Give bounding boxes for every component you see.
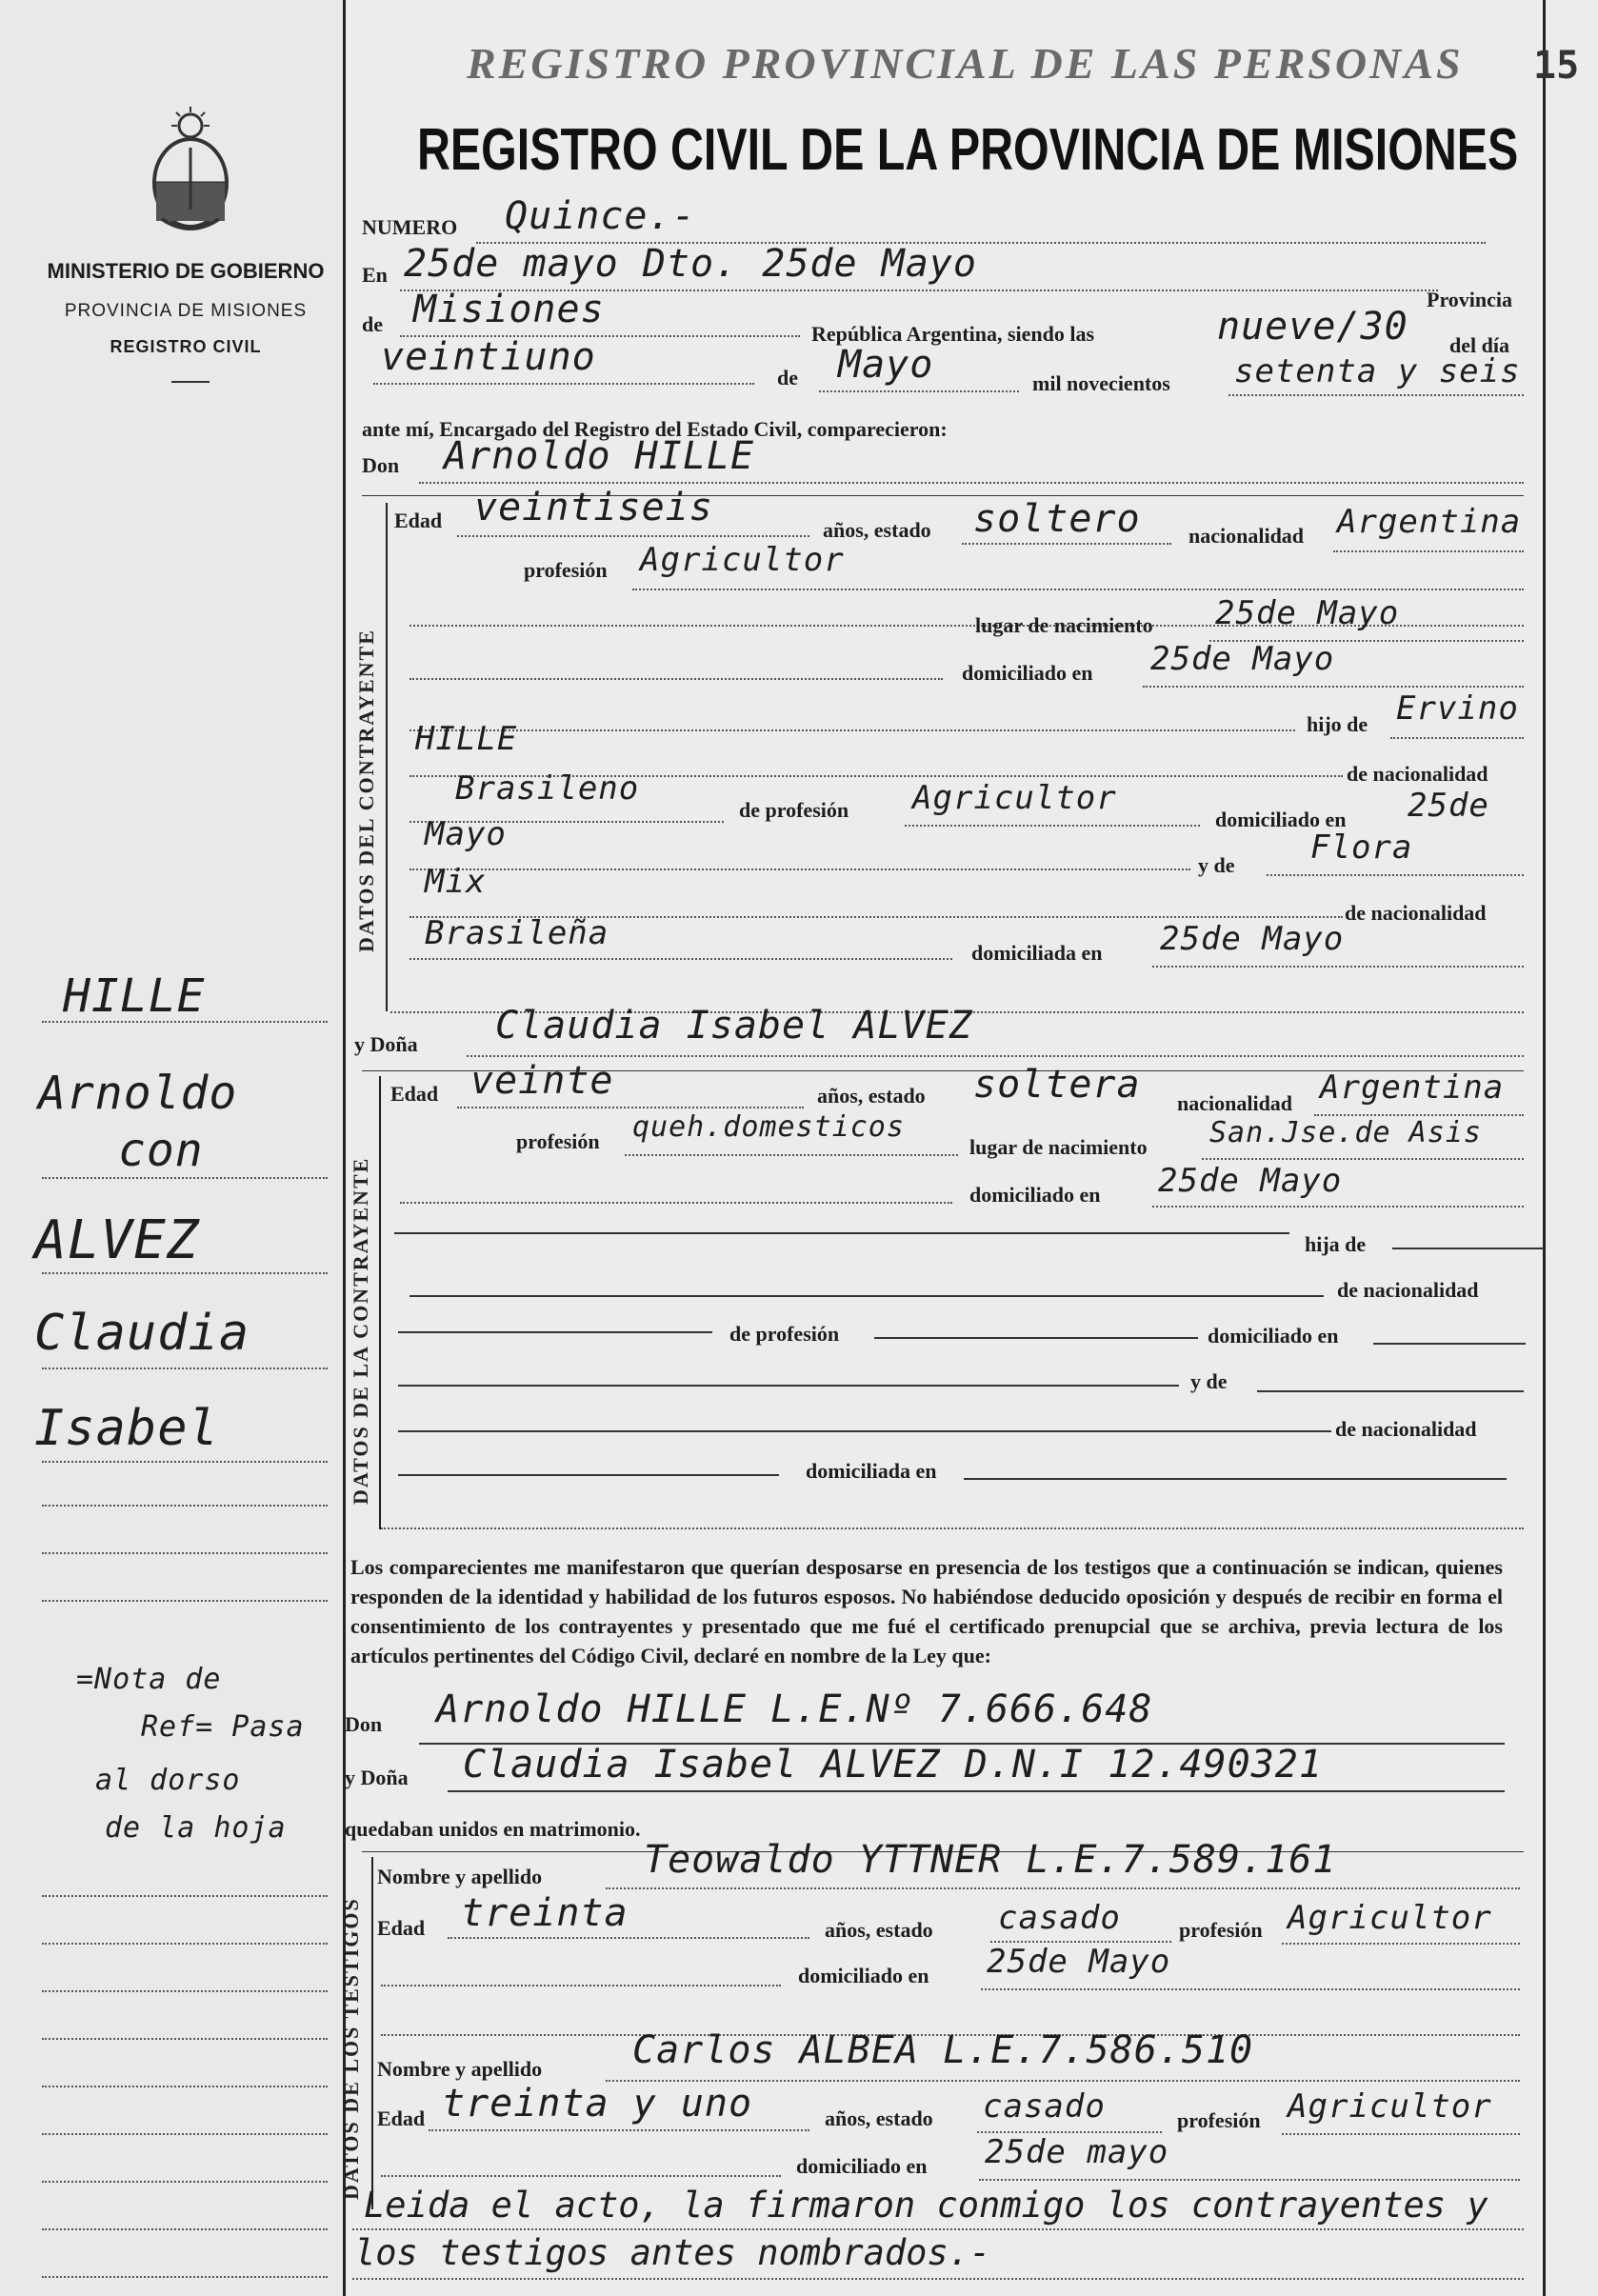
margin-rule [42, 1895, 328, 1897]
margin-rule [42, 2038, 328, 2040]
entry-bride-estado: soltera [973, 1063, 1141, 1107]
line-bride-filler [1373, 1343, 1526, 1345]
bride-section-bar [379, 1076, 381, 1529]
entry-groom-lugar: 25de Mayo [1215, 594, 1400, 632]
entry-bride-dom: 25de Mayo [1158, 1162, 1343, 1200]
entry-w2-nombre: Carlos ALBEA L.E.7.586.510 [632, 2028, 1254, 2072]
line-mother-dom [1152, 966, 1524, 968]
label-w1-dom: domiciliado en [798, 1964, 929, 1987]
label-bride-mother-nac: de nacionalidad [1335, 1417, 1477, 1441]
entry-groom-edad: veintiseis [474, 486, 713, 529]
label-hija-de: hija de [1305, 1232, 1367, 1256]
entry-anio: setenta y seis [1234, 352, 1521, 390]
label-don-final: Don [345, 1712, 383, 1736]
entry-groom-dom: 25de Mayo [1150, 640, 1335, 678]
label-groom-edad: Edad [394, 509, 443, 532]
line-father-prof [905, 825, 1200, 827]
label-father-dom: domiciliado en [1215, 808, 1347, 831]
line-bride-filler [398, 1331, 712, 1333]
label-w2-dom: domiciliado en [796, 2154, 928, 2178]
line-groom-estado [962, 543, 1171, 545]
ministry-divider [171, 381, 210, 383]
margin-rule [42, 2228, 328, 2230]
entry-bride-lugar: San.Jse.de Asis [1209, 1116, 1482, 1149]
side-label-witnesses: DATOS DE LOS TESTIGOS [339, 1897, 363, 2200]
entry-dona: Claudia Isabel ALVEZ [495, 1004, 973, 1048]
label-groom-prof: profesión [524, 558, 608, 582]
label-bride-estado: años, estado [817, 1084, 926, 1108]
margin-rule [42, 2276, 328, 2278]
entry-groom-mother-first: Flora [1310, 829, 1413, 867]
label-bride-nac: nacionalidad [1177, 1091, 1293, 1115]
line-w1-dom [981, 1988, 1520, 1990]
ministry-registry: REGISTRO CIVIL [110, 337, 262, 356]
groom-section-bar [386, 503, 388, 1011]
entry-w1-estado: casado [998, 1899, 1121, 1937]
line-groom-blank3 [409, 729, 1295, 731]
line-father-dom2 [409, 868, 1190, 870]
registry-stamp: REGISTRO PROVINCIAL DE LAS PERSONAS [467, 39, 1464, 88]
entry-groom-estado: soltero [973, 497, 1141, 541]
line-w1-prof [1282, 1943, 1520, 1945]
entry-w1-edad: treinta [461, 1891, 629, 1935]
line-bride-prof [625, 1154, 958, 1156]
line-bride-filler [398, 1430, 1331, 1432]
label-bride-dom: domiciliado en [969, 1183, 1101, 1207]
margin-rule [42, 2133, 328, 2135]
line-bride-blank [400, 1202, 952, 1204]
entry-groom-mother-last: Mix [425, 863, 487, 901]
label-w2-estado: años, estado [825, 2106, 933, 2130]
line-groom-nac [1333, 550, 1524, 552]
label-mother-dom: domiciliada en [971, 941, 1103, 965]
margin-note-line-4: de la hoja [105, 1811, 287, 1845]
label-bride-mother-dom: domiciliada en [806, 1459, 937, 1483]
line-groom-edad [457, 535, 809, 537]
ministry-province: PROVINCIA DE MISIONES [64, 301, 308, 321]
line-bride-filler [394, 1232, 1289, 1234]
label-dona-final: y Doña [345, 1766, 409, 1789]
margin-rule [42, 1021, 328, 1023]
line-bride-filler [398, 1474, 779, 1476]
closing-line-1: Leida el acto, la firmaron conmigo los contrayentes y [364, 2185, 1488, 2226]
entry-don: Arnoldo HILLE [444, 434, 755, 478]
label-w1-prof: profesión [1179, 1918, 1263, 1942]
closing-line-2: los testigos antes nombrados.- [354, 2232, 991, 2273]
entry-w1-dom: 25de Mayo [987, 1943, 1171, 1981]
label-bride-lugar: lugar de nacimiento [969, 1135, 1148, 1159]
entry-w2-dom: 25de mayo [985, 2133, 1169, 2171]
label-w1-estado: años, estado [825, 1918, 933, 1942]
right-border [1543, 0, 1546, 2296]
coat-of-arms-icon [143, 105, 238, 238]
witness-section-bar [371, 1857, 373, 2209]
line-w1-edad [448, 1937, 809, 1939]
line-w2-edad [429, 2129, 809, 2131]
line-bride-end [381, 1527, 1524, 1529]
label-republica: República Argentina, siendo las [811, 322, 1095, 346]
line-dona [467, 1055, 1524, 1057]
line-w1-blank [381, 1985, 781, 1987]
line-w2-blank [381, 2175, 781, 2177]
line-bride-filler [1392, 1248, 1545, 1249]
label-y-de: y de [1198, 853, 1235, 877]
entry-de: Misiones [413, 288, 605, 331]
margin-firstname-groom: Arnoldo [38, 1067, 238, 1120]
entry-mes: Mayo [838, 343, 934, 387]
line-mes [819, 390, 1019, 392]
margin-rule [42, 1177, 328, 1179]
side-label-bride: DATOS DE LA CONTRAYENTE [349, 1156, 372, 1505]
margin-firstname-bride: Claudia [34, 1305, 250, 1362]
label-hijo-de: hijo de [1307, 712, 1368, 736]
line-anio [1228, 394, 1524, 396]
entry-don-final: Arnoldo HILLE L.E.Nº 7.666.648 [436, 1687, 1153, 1731]
label-w1-edad: Edad [377, 1916, 426, 1940]
label-en: En [362, 263, 388, 287]
line-bride-filler [1257, 1390, 1524, 1392]
line-bride-lugar [1202, 1158, 1524, 1160]
line-bride-filler [409, 1295, 1324, 1297]
margin-rule [42, 1505, 328, 1507]
label-provincia: Provincia [1427, 288, 1513, 311]
label-w1-nombre: Nombre y apellido [377, 1865, 543, 1888]
margin-rule [42, 2181, 328, 2183]
entry-w2-prof: Agricultor [1288, 2087, 1492, 2126]
side-label-groom: DATOS DEL CONTRAYENTE [354, 629, 378, 952]
entry-groom-father-first: Ervino [1396, 689, 1519, 728]
label-mil: mil novecientos [1032, 371, 1170, 395]
margin-rule [42, 1990, 328, 1992]
margin-rule [42, 1943, 328, 1945]
margin-con: con [118, 1124, 204, 1177]
line-bride-dom [1152, 1206, 1524, 1208]
line-w2-prof [1282, 2133, 1520, 2135]
label-w2-nombre: Nombre y apellido [377, 2057, 543, 2081]
label-del-dia: del día [1449, 333, 1509, 357]
line-mother-nac [409, 958, 952, 960]
entry-w1-prof: Agricultor [1288, 1899, 1492, 1937]
label-bride-edad: Edad [390, 1082, 439, 1106]
entry-numero: Quince.- [505, 194, 696, 238]
line-dona-final [448, 1790, 1505, 1792]
entry-groom-mother-dom: 25de Mayo [1160, 920, 1345, 958]
entry-groom-father-prof: Agricultor [912, 779, 1117, 817]
entry-bride-nac: Argentina [1320, 1068, 1505, 1107]
margin-note-line-2: Ref= Pasa [141, 1710, 305, 1744]
line-bride-edad [457, 1107, 804, 1108]
entry-groom-father-nac: Brasileno [455, 769, 640, 808]
label-y-dona: y Doña [354, 1032, 418, 1056]
line-groom-prof [632, 589, 1524, 590]
entry-hora: nueve/30 [1217, 305, 1408, 349]
label-father-prof: de profesión [739, 798, 849, 822]
entry-en: 25de mayo Dto. 25de Mayo [404, 242, 977, 286]
entry-groom-father-last: HILLE [415, 720, 518, 758]
ministry-name: MINISTERIO DE GOBIERNO [47, 259, 325, 283]
label-de: de [362, 312, 383, 336]
margin-surname-bride: ALVEZ [34, 1209, 200, 1271]
entry-groom-father-dom2: Mayo [425, 815, 507, 853]
margin-rule [42, 1461, 328, 1463]
label-father-nac: de nacionalidad [1347, 762, 1488, 786]
entry-w1-nombre: Teowaldo YTTNER L.E.7.589.161 [644, 1838, 1337, 1882]
line-closing-1 [352, 2228, 1524, 2230]
margin-note-line-3: al dorso [95, 1764, 241, 1797]
label-w2-edad: Edad [377, 2106, 426, 2130]
label-de-mes: de [777, 366, 798, 389]
label-quedaban: quedaban unidos en matrimonio. [345, 1817, 641, 1841]
line-w2-dom [979, 2179, 1520, 2181]
label-groom-dom: domiciliado en [962, 661, 1093, 685]
entry-groom-father-dom1: 25de [1408, 787, 1489, 825]
label-w2-prof: profesión [1177, 2108, 1261, 2132]
label-don: Don [362, 453, 400, 477]
line-father-first [1390, 737, 1524, 739]
page-number: 15 [1533, 44, 1580, 88]
margin-rule [42, 1600, 328, 1602]
label-bride-father-dom: domiciliado en [1208, 1324, 1339, 1348]
label-mother-nac: de nacionalidad [1345, 901, 1487, 925]
entry-w2-edad: treinta y uno [442, 2082, 753, 2126]
line-groom-dom [1143, 686, 1524, 688]
label-bride-father-nac: de nacionalidad [1337, 1278, 1479, 1302]
entry-w2-estado: casado [983, 2087, 1106, 2126]
label-bride-y-de: y de [1190, 1369, 1228, 1393]
line-bride-filler [874, 1337, 1198, 1339]
entry-dona-final: Claudia Isabel ALVEZ D.N.I 12.490321 [463, 1743, 1323, 1787]
margin-middlename-bride: Isabel [34, 1400, 219, 1457]
line-mother-first [1267, 874, 1524, 876]
line-don [419, 482, 1524, 484]
declaration-paragraph: Los comparecientes me manifestaron que querían desposarse en presencia de los testigos que a continuación se indican, quienes responden de la identidad y habilidad de los futuros esposos. No habiéndose deducido oposición y después de recibir en forma el consentimiento de los contrayentes y presentado que me fué el certificado prenupcial que se archiva, previa lectura de los artículos pertinentes del Código Civil, declaré en nombre de la Ley que: [350, 1555, 1503, 1667]
page-title: REGISTRO CIVIL DE LA PROVINCIA DE MISIONES [417, 117, 1519, 183]
label-bride-father-prof: de profesión [729, 1322, 840, 1346]
margin-note-line-1: =Nota de [76, 1663, 222, 1696]
label-groom-estado: años, estado [823, 518, 931, 542]
margin-rule [42, 1368, 328, 1369]
line-closing-2 [352, 2278, 1524, 2280]
margin-rule [42, 1552, 328, 1554]
entry-groom-nac: Argentina [1337, 503, 1522, 541]
label-ante: ante mí, Encargado del Registro del Estado Civil, comparecieron: [362, 417, 948, 441]
label-groom-nac: nacionalidad [1189, 524, 1305, 548]
line-bride-filler [398, 1385, 1179, 1387]
margin-rule [42, 2086, 328, 2087]
line-bride-filler [964, 1478, 1507, 1480]
line-w1-nombre [606, 1887, 1520, 1889]
margin-rule [42, 1272, 328, 1274]
line-dia [373, 383, 754, 385]
entry-groom-mother-nac: Brasileña [425, 914, 609, 952]
label-groom-lugar: lugar de nacimiento [975, 613, 1153, 637]
label-numero: NUMERO [362, 215, 458, 239]
entry-groom-prof: Agricultor [640, 541, 845, 579]
label-bride-prof: profesión [516, 1129, 600, 1153]
line-groom-blank2 [409, 678, 943, 680]
entry-bride-edad: veinte [470, 1059, 614, 1103]
margin-surname-groom: HILLE [63, 969, 206, 1023]
entry-bride-prof: queh.domesticos [632, 1110, 905, 1144]
entry-dia: veintiuno [381, 335, 596, 379]
